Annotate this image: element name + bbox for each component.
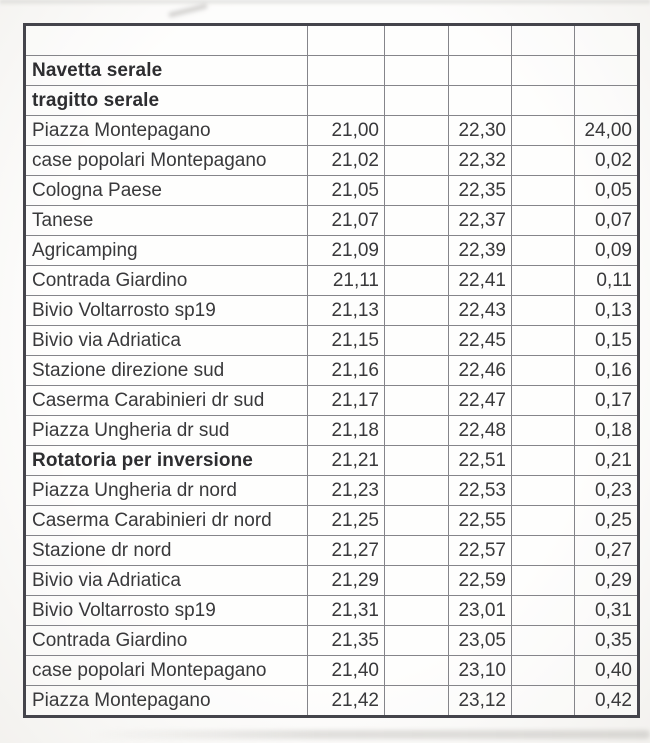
stop-name-cell: Tanese bbox=[25, 206, 308, 236]
stop-name-cell: tragitto serale bbox=[25, 86, 308, 116]
spacer-cell bbox=[512, 25, 575, 56]
spacer-cell bbox=[512, 686, 575, 717]
time-cell-run3: 24,00 bbox=[575, 116, 639, 146]
scan-shadow-bottom bbox=[90, 730, 650, 739]
time-cell-run1: 21,11 bbox=[308, 266, 385, 296]
stop-name-cell: Bivio Voltarrosto sp19 bbox=[25, 296, 308, 326]
spacer-cell bbox=[385, 626, 449, 656]
table-row bbox=[25, 356, 639, 386]
time-cell-run3: 0,27 bbox=[575, 536, 639, 566]
stop-name-cell: Bivio Voltarrosto sp19 bbox=[25, 596, 308, 626]
table-row bbox=[25, 626, 639, 656]
table-row bbox=[25, 146, 639, 176]
time-cell-run3 bbox=[575, 86, 639, 116]
stop-name-cell: case popolari Montepagano bbox=[25, 146, 308, 176]
table-row bbox=[25, 176, 639, 206]
spacer-cell bbox=[512, 206, 575, 236]
time-cell-run3: 0,09 bbox=[575, 236, 639, 266]
stop-name-cell: Bivio via Adriatica bbox=[25, 326, 308, 356]
table-row bbox=[25, 236, 639, 266]
spacer-cell bbox=[512, 266, 575, 296]
table-row bbox=[25, 566, 639, 596]
time-cell-run3: 0,42 bbox=[575, 686, 639, 717]
spacer-cell bbox=[385, 266, 449, 296]
spacer-cell bbox=[385, 386, 449, 416]
time-cell-run2: 23,12 bbox=[449, 686, 512, 717]
spacer-cell bbox=[512, 386, 575, 416]
time-cell-run1 bbox=[308, 56, 385, 86]
spacer-cell bbox=[512, 146, 575, 176]
time-cell-run3: 0,15 bbox=[575, 326, 639, 356]
spacer-cell bbox=[512, 356, 575, 386]
spacer-cell bbox=[385, 566, 449, 596]
spacer-cell bbox=[512, 416, 575, 446]
time-cell-run3: 0,05 bbox=[575, 176, 639, 206]
table-row bbox=[25, 686, 639, 717]
stop-name-cell: case popolari Montepagano bbox=[25, 656, 308, 686]
time-cell-run1: 21,29 bbox=[308, 566, 385, 596]
time-cell-run3: 0,02 bbox=[575, 146, 639, 176]
stop-name-cell: Bivio via Adriatica bbox=[25, 566, 308, 596]
table-row bbox=[25, 656, 639, 686]
time-cell-run2: 22,43 bbox=[449, 296, 512, 326]
table-row bbox=[25, 326, 639, 356]
spacer-cell bbox=[512, 506, 575, 536]
spacer-cell bbox=[512, 56, 575, 86]
table-row bbox=[25, 446, 639, 476]
time-cell-run2: 23,10 bbox=[449, 656, 512, 686]
time-cell-run3 bbox=[575, 56, 639, 86]
time-cell-run1: 21,15 bbox=[308, 326, 385, 356]
table-row bbox=[25, 506, 639, 536]
time-cell-run3: 0,21 bbox=[575, 446, 639, 476]
spacer-cell bbox=[385, 536, 449, 566]
shuttle-timetable bbox=[23, 23, 640, 718]
time-cell-run1: 21,18 bbox=[308, 416, 385, 446]
time-cell-run3: 0,17 bbox=[575, 386, 639, 416]
timetable-body bbox=[25, 25, 639, 717]
time-cell-run3: 0,29 bbox=[575, 566, 639, 596]
stop-name-cell: Caserma Carabinieri dr nord bbox=[25, 506, 308, 536]
time-cell-run2: 23,01 bbox=[449, 596, 512, 626]
spacer-cell bbox=[385, 146, 449, 176]
time-cell-run2: 22,55 bbox=[449, 506, 512, 536]
time-cell-run3 bbox=[575, 25, 639, 56]
time-cell-run3: 0,25 bbox=[575, 506, 639, 536]
time-cell-run2: 22,39 bbox=[449, 236, 512, 266]
time-cell-run1: 21,07 bbox=[308, 206, 385, 236]
time-cell-run1: 21,09 bbox=[308, 236, 385, 266]
time-cell-run2: 22,30 bbox=[449, 116, 512, 146]
stop-name-cell: Piazza Ungheria dr sud bbox=[25, 416, 308, 446]
table-row bbox=[25, 416, 639, 446]
spacer-cell bbox=[385, 356, 449, 386]
spacer-cell bbox=[385, 326, 449, 356]
spacer-cell bbox=[512, 296, 575, 326]
spacer-cell bbox=[385, 56, 449, 86]
time-cell-run1: 21,13 bbox=[308, 296, 385, 326]
time-cell-run1: 21,27 bbox=[308, 536, 385, 566]
time-cell-run1: 21,23 bbox=[308, 476, 385, 506]
spacer-cell bbox=[512, 176, 575, 206]
spacer-cell bbox=[385, 656, 449, 686]
spacer-cell bbox=[385, 236, 449, 266]
spacer-cell bbox=[385, 176, 449, 206]
stop-name-cell: Piazza Montepagano bbox=[25, 686, 308, 717]
stop-name-cell: Piazza Ungheria dr nord bbox=[25, 476, 308, 506]
time-cell-run3: 0,40 bbox=[575, 656, 639, 686]
spacer-cell bbox=[512, 626, 575, 656]
time-cell-run2: 23,05 bbox=[449, 626, 512, 656]
time-cell-run2: 22,57 bbox=[449, 536, 512, 566]
time-cell-run2: 22,48 bbox=[449, 416, 512, 446]
time-cell-run2 bbox=[449, 25, 512, 56]
time-cell-run2: 22,47 bbox=[449, 386, 512, 416]
time-cell-run1 bbox=[308, 86, 385, 116]
spacer-cell bbox=[385, 86, 449, 116]
time-cell-run2: 22,37 bbox=[449, 206, 512, 236]
spacer-cell bbox=[385, 116, 449, 146]
spacer-cell bbox=[385, 446, 449, 476]
time-cell-run3: 0,35 bbox=[575, 626, 639, 656]
spacer-cell bbox=[385, 596, 449, 626]
time-cell-run3: 0,16 bbox=[575, 356, 639, 386]
table-row bbox=[25, 536, 639, 566]
table-row bbox=[25, 476, 639, 506]
time-cell-run1: 21,00 bbox=[308, 116, 385, 146]
table-row bbox=[25, 206, 639, 236]
time-cell-run1: 21,16 bbox=[308, 356, 385, 386]
stop-name-cell: Navetta serale bbox=[25, 56, 308, 86]
time-cell-run3: 0,07 bbox=[575, 206, 639, 236]
spacer-cell bbox=[512, 326, 575, 356]
stop-name-cell: Stazione direzione sud bbox=[25, 356, 308, 386]
time-cell-run1: 21,25 bbox=[308, 506, 385, 536]
stop-name-cell: Cologna Paese bbox=[25, 176, 308, 206]
stop-name-cell: Stazione dr nord bbox=[25, 536, 308, 566]
time-cell-run2: 22,45 bbox=[449, 326, 512, 356]
spacer-cell bbox=[385, 206, 449, 236]
table-row bbox=[25, 596, 639, 626]
time-cell-run3: 0,13 bbox=[575, 296, 639, 326]
spacer-cell bbox=[512, 566, 575, 596]
time-cell-run3: 0,11 bbox=[575, 266, 639, 296]
spacer-cell bbox=[512, 536, 575, 566]
spacer-cell bbox=[512, 86, 575, 116]
time-cell-run3: 0,18 bbox=[575, 416, 639, 446]
stop-name-cell: Contrada Giardino bbox=[25, 626, 308, 656]
table-row bbox=[25, 25, 639, 56]
time-cell-run1: 21,40 bbox=[308, 656, 385, 686]
spacer-cell bbox=[385, 296, 449, 326]
time-cell-run1: 21,35 bbox=[308, 626, 385, 656]
time-cell-run2: 22,59 bbox=[449, 566, 512, 596]
spacer-cell bbox=[512, 656, 575, 686]
table-row bbox=[25, 266, 639, 296]
time-cell-run1: 21,31 bbox=[308, 596, 385, 626]
time-cell-run2 bbox=[449, 56, 512, 86]
time-cell-run1: 21,17 bbox=[308, 386, 385, 416]
spacer-cell bbox=[385, 686, 449, 717]
scan-shadow-top bbox=[0, 0, 650, 6]
spacer-cell bbox=[385, 506, 449, 536]
spacer-cell bbox=[385, 416, 449, 446]
time-cell-run2: 22,35 bbox=[449, 176, 512, 206]
stop-name-cell bbox=[25, 25, 308, 56]
time-cell-run1 bbox=[308, 25, 385, 56]
table-row bbox=[25, 386, 639, 416]
time-cell-run1: 21,05 bbox=[308, 176, 385, 206]
table-row bbox=[25, 296, 639, 326]
table-row bbox=[25, 56, 639, 86]
spacer-cell bbox=[385, 476, 449, 506]
time-cell-run1: 21,02 bbox=[308, 146, 385, 176]
stop-name-cell: Rotatoria per inversione bbox=[25, 446, 308, 476]
table-row bbox=[25, 116, 639, 146]
time-cell-run1: 21,21 bbox=[308, 446, 385, 476]
time-cell-run2: 22,41 bbox=[449, 266, 512, 296]
spacer-cell bbox=[512, 116, 575, 146]
time-cell-run3: 0,23 bbox=[575, 476, 639, 506]
time-cell-run2: 22,46 bbox=[449, 356, 512, 386]
stop-name-cell: Caserma Carabinieri dr sud bbox=[25, 386, 308, 416]
time-cell-run2: 22,32 bbox=[449, 146, 512, 176]
table-row bbox=[25, 86, 639, 116]
spacer-cell bbox=[385, 25, 449, 56]
stop-name-cell: Agricamping bbox=[25, 236, 308, 266]
stop-name-cell: Contrada Giardino bbox=[25, 266, 308, 296]
spacer-cell bbox=[512, 236, 575, 266]
spacer-cell bbox=[512, 446, 575, 476]
spacer-cell bbox=[512, 476, 575, 506]
time-cell-run1: 21,42 bbox=[308, 686, 385, 717]
time-cell-run3: 0,31 bbox=[575, 596, 639, 626]
time-cell-run2 bbox=[449, 86, 512, 116]
stop-name-cell: Piazza Montepagano bbox=[25, 116, 308, 146]
time-cell-run2: 22,51 bbox=[449, 446, 512, 476]
spacer-cell bbox=[512, 596, 575, 626]
time-cell-run2: 22,53 bbox=[449, 476, 512, 506]
